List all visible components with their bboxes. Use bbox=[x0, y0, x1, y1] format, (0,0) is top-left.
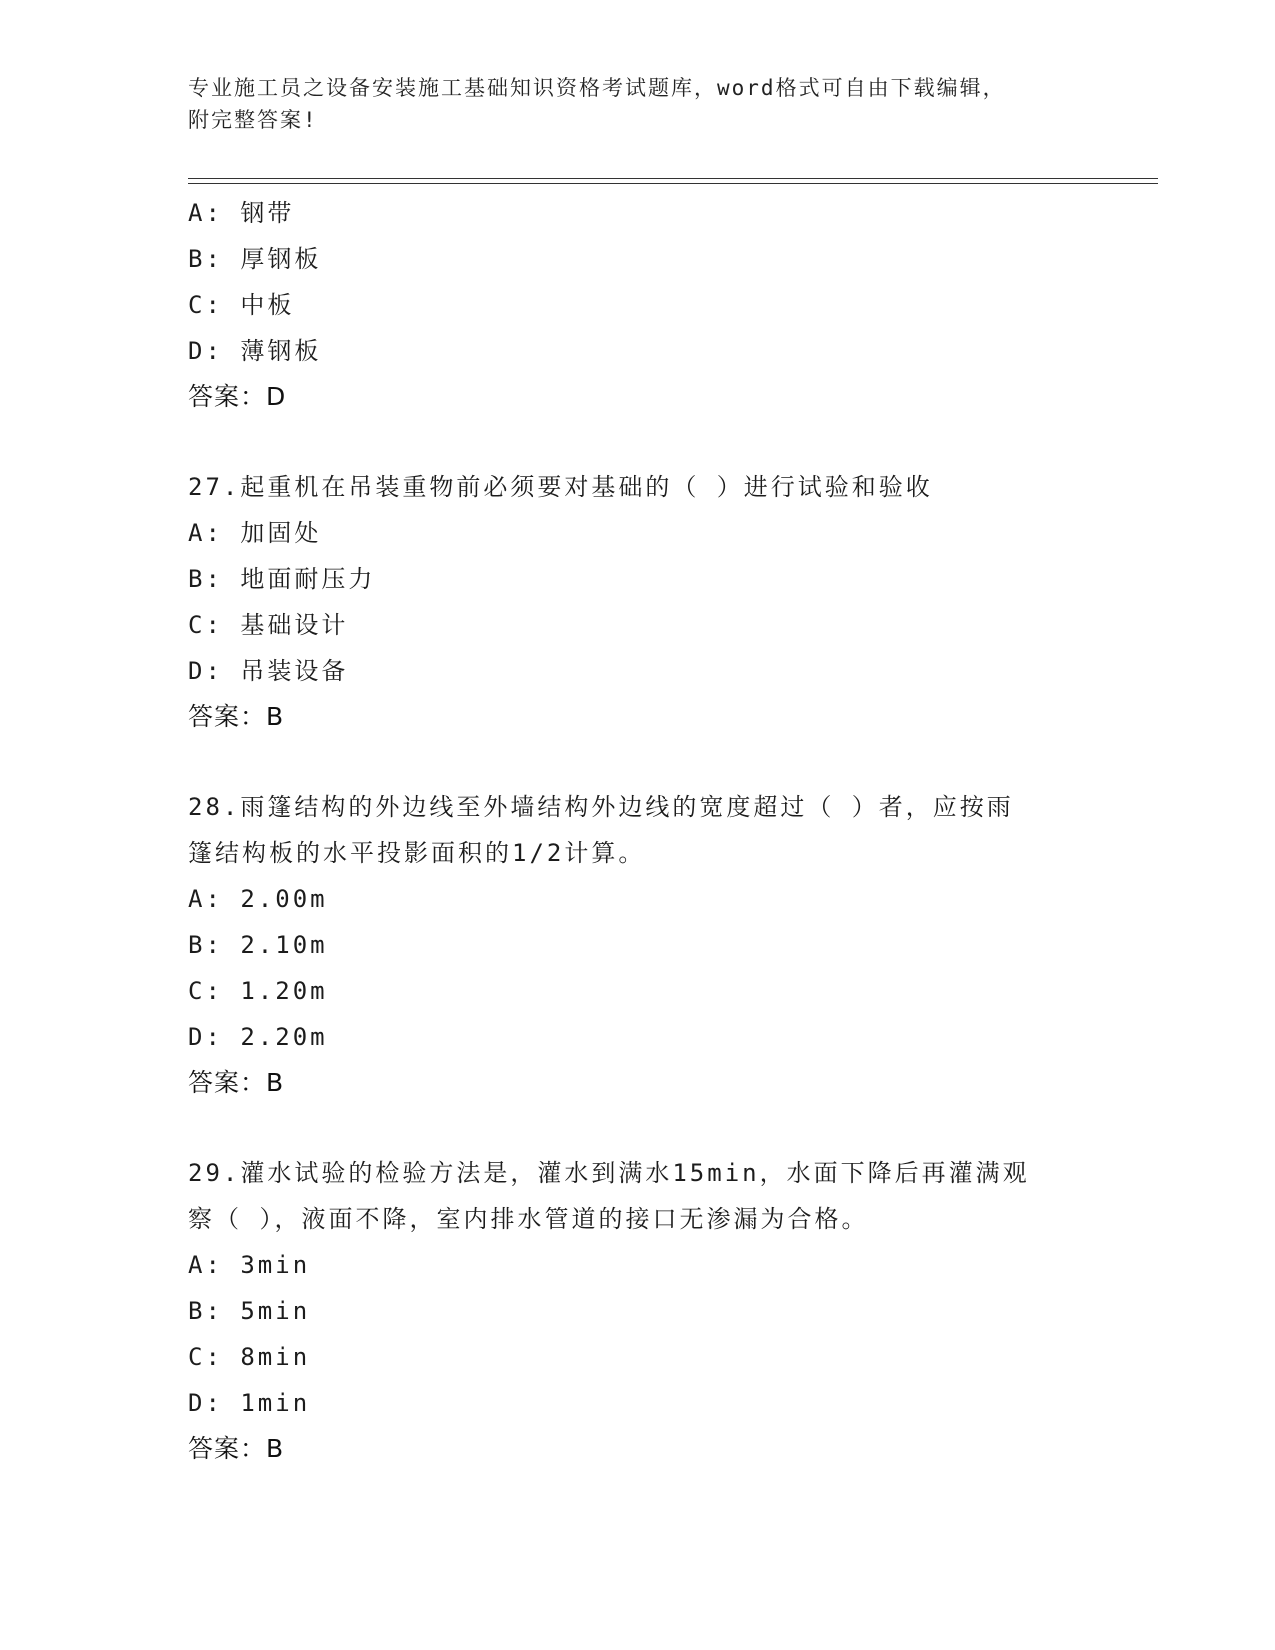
option-b: B: 厚钢板 bbox=[188, 245, 322, 273]
question-28 bbox=[188, 784, 1088, 1106]
option-d: D: 吊装设备 bbox=[188, 657, 349, 685]
question-spacer bbox=[188, 1106, 1088, 1150]
option-c: C: 8min bbox=[188, 1343, 311, 1371]
answer-line: 答案：B bbox=[188, 702, 285, 731]
header-title-line-2: 附完整答案! bbox=[188, 108, 318, 132]
document-header bbox=[188, 72, 1068, 136]
question-26-continued bbox=[188, 190, 1088, 420]
header-divider-bottom bbox=[188, 183, 1158, 184]
option-a: A: 加固处 bbox=[188, 519, 322, 547]
option-d: D: 1min bbox=[188, 1389, 311, 1417]
option-b: B: 5min bbox=[188, 1297, 311, 1325]
option-d: D: 薄钢板 bbox=[188, 337, 322, 365]
answer-line: 答案：D bbox=[188, 382, 287, 411]
question-text-line-1: 29.灌水试验的检验方法是，灌水到满水15min，水面下降后再灌满观 bbox=[188, 1159, 1030, 1187]
question-27 bbox=[188, 464, 1088, 740]
header-title-line-1: 专业施工员之设备安装施工基础知识资格考试题库，word格式可自由下载编辑， bbox=[188, 76, 1006, 100]
option-c: C: 基础设计 bbox=[188, 611, 349, 639]
answer-line: 答案：B bbox=[188, 1068, 285, 1097]
question-text-line-1: 28.雨篷结构的外边线至外墙结构外边线的宽度超过（ ）者，应按雨 bbox=[188, 793, 1014, 821]
question-list bbox=[188, 190, 1088, 1472]
question-spacer bbox=[188, 420, 1088, 464]
option-c: C: 中板 bbox=[188, 291, 295, 319]
option-a: A: 钢带 bbox=[188, 199, 295, 227]
question-text-line-2: 察（ ），液面不降，室内排水管道的接口无渗漏为合格。 bbox=[188, 1205, 869, 1233]
answer-line: 答案：B bbox=[188, 1434, 285, 1463]
option-a: A: 2.00m bbox=[188, 885, 328, 913]
option-b: B: 2.10m bbox=[188, 931, 328, 959]
question-text-line-2: 篷结构板的水平投影面积的1/2计算。 bbox=[188, 839, 646, 867]
option-a: A: 3min bbox=[188, 1251, 311, 1279]
question-text: 27.起重机在吊装重物前必须要对基础的（ ）进行试验和验收 bbox=[188, 473, 933, 501]
option-d: D: 2.20m bbox=[188, 1023, 328, 1051]
option-b: B: 地面耐压力 bbox=[188, 565, 376, 593]
question-29 bbox=[188, 1150, 1088, 1472]
question-spacer bbox=[188, 740, 1088, 784]
option-c: C: 1.20m bbox=[188, 977, 328, 1005]
header-divider-top bbox=[188, 178, 1158, 179]
